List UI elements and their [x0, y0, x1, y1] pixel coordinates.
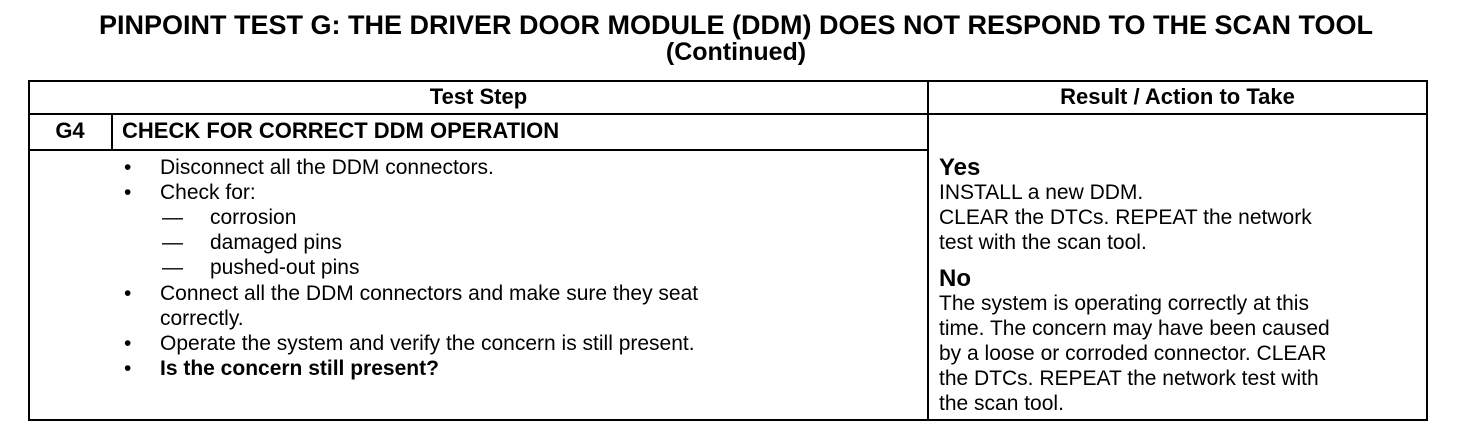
page-title: PINPOINT TEST G: THE DRIVER DOOR MODULE (DDM) DOES NOT RESPOND TO THE SCAN TOOL	[98, 10, 1374, 40]
bullet-marker: •	[124, 357, 132, 380]
result-yes-text: CLEAR the DTCs. REPEAT the network	[939, 206, 1312, 229]
dash-marker: —	[162, 231, 183, 254]
result-no-text: time. The concern may have been caused	[939, 317, 1330, 340]
dash-marker: —	[162, 256, 183, 279]
result-no-text: The system is operating correctly at this	[939, 292, 1309, 315]
step-title-divider	[28, 149, 928, 151]
step-question: Is the concern still present?	[160, 357, 439, 380]
result-no-text: the DTCs. REPEAT the network test with	[939, 367, 1319, 390]
step-id-divider	[111, 113, 113, 151]
result-no-text: by a loose or corroded connector. CLEAR	[939, 342, 1327, 365]
check-subitem: pushed-out pins	[210, 256, 360, 279]
result-no-text: the scan tool.	[939, 392, 1064, 415]
column-divider	[927, 80, 929, 421]
bullet-marker: •	[124, 332, 132, 355]
bullet-marker: •	[124, 282, 132, 305]
header-result-action: Result / Action to Take	[1060, 84, 1295, 109]
result-no-label: No	[939, 265, 971, 292]
header-test-step: Test Step	[429, 84, 528, 109]
result-yes-text: test with the scan tool.	[939, 231, 1147, 254]
step-instruction: Disconnect all the DDM connectors.	[160, 156, 494, 179]
check-subitem: corrosion	[210, 206, 297, 229]
step-title: CHECK FOR CORRECT DDM OPERATION	[122, 118, 560, 143]
check-subitem: damaged pins	[210, 231, 342, 254]
step-instruction: Operate the system and verify the concern is still present.	[160, 332, 695, 355]
step-instruction: Check for:	[160, 181, 256, 204]
header-divider	[28, 113, 1428, 115]
result-yes-label: Yes	[939, 154, 981, 181]
result-yes-text: INSTALL a new DDM.	[939, 181, 1144, 204]
page-subtitle: (Continued)	[665, 38, 807, 66]
step-instruction: Connect all the DDM connectors and make sure they seat	[160, 282, 699, 305]
step-instruction-continued: correctly.	[160, 307, 244, 330]
step-id: G4	[55, 118, 85, 143]
bullet-marker: •	[124, 156, 132, 179]
bullet-marker: •	[124, 181, 132, 204]
dash-marker: —	[162, 206, 183, 229]
